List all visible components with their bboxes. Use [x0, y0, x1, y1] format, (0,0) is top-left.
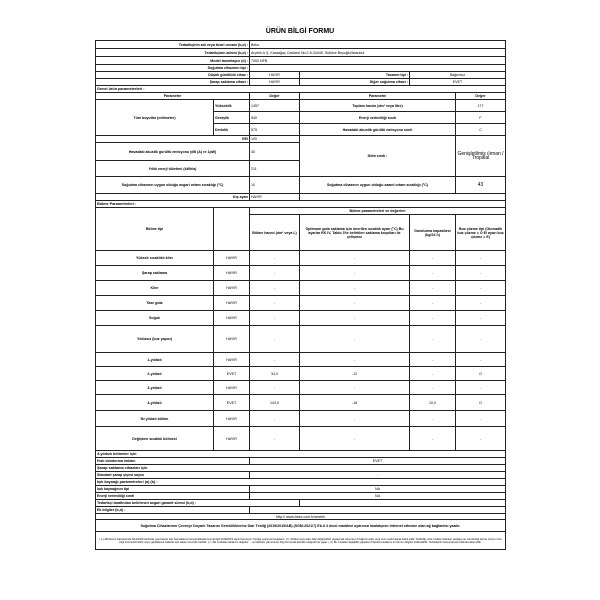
compartment-name: Yüksek sıcaklıklı kiler	[96, 251, 214, 266]
compartment-volume: -	[250, 427, 300, 451]
compartment-flag: EVET	[214, 395, 250, 411]
compartment-freeze: 10,0	[410, 395, 456, 411]
compartment-freeze: -	[410, 411, 456, 427]
noise-class-value: C	[456, 124, 506, 136]
support-link[interactable]: http:// www.beko.com.tr/destek	[96, 514, 506, 520]
height-value: 1457	[250, 100, 300, 112]
light-section-label: Işık kaynağı parametreleri (a) (b) :	[96, 479, 506, 486]
appliance-type-label: Soğutma cihazının tipi :	[96, 65, 250, 72]
energy-class-label: Enerji verimliliği sınıfı	[300, 112, 456, 124]
form-sheet	[95, 40, 505, 550]
compartment-volume: -	[250, 281, 300, 296]
general-param-header: Parametre	[96, 93, 250, 100]
warranty-label: Tedarikçi tarafından belirlenen asgari garanti süresi (b,d) :	[96, 500, 300, 507]
compartment-flag: HAYIR	[214, 381, 250, 395]
noise-emission-label: Havadaki akustik gürültü emisyonu (dB (A) re 1pW)	[96, 143, 250, 161]
compartment-defrost: -	[456, 311, 506, 326]
compartment-temp: -	[300, 427, 410, 451]
noise-class-label: Havadaki akustik gürültü emisyonu sınıfı	[300, 124, 456, 136]
compartment-flag: HAYIR	[214, 311, 250, 326]
energy-class-value: F	[456, 112, 506, 124]
min-ambient-temp-label: Soğutma cihazının uygun olduğu asgari ortam sıcaklığı (°C)	[96, 177, 250, 194]
compartment-section-label: Bölme Parametreleri :	[96, 201, 506, 208]
compartment-freeze: -	[410, 326, 456, 353]
general-value-header: Değer	[250, 93, 300, 100]
compartment-flag: HAYIR	[214, 326, 250, 353]
fast-freeze-label: Hızlı dondurma imkânı	[96, 458, 250, 465]
compartment-name: 3-yıldızlı	[96, 381, 214, 395]
table-row	[96, 311, 506, 326]
supplier-address-label: Tedarikçinin adresi (b,d) :	[96, 49, 250, 57]
winter-setting-value: HAYIR	[250, 194, 300, 201]
compartment-flag: HAYIR	[214, 427, 250, 451]
page-title: ÜRÜN BİLGİ FORMU	[265, 28, 335, 35]
compartment-name: 4-yıldızlı	[96, 395, 214, 411]
table-row	[96, 411, 506, 427]
light-type-label: Işık kaynağının tipi	[96, 486, 250, 493]
low-noise-label: Düşük gürültülü cihaz :	[96, 72, 250, 79]
compartment-name: 2-yıldızlı	[96, 367, 214, 381]
compartment-freeze: -	[410, 367, 456, 381]
light-type-value: NA	[250, 486, 506, 493]
compartment-temp: -	[300, 353, 410, 367]
compartment-name: Taze gıda	[96, 296, 214, 311]
temp-setting-header: Optimum gıda saklama için önerilen sıcaklık ayarı (°C) Bu ayarlar EK IV, Tablo 3'te belirtilen saklama koşulları ile çelişmez	[300, 215, 410, 251]
compartment-volume: -	[250, 326, 300, 353]
table-row	[96, 266, 506, 281]
compartment-freeze: -	[410, 427, 456, 451]
compartment-temp: -	[300, 381, 410, 395]
compartment-name: Soğuk	[96, 311, 214, 326]
climate-class-value: Genişletilmiş ılıman / Tropikal	[456, 136, 506, 177]
compartment-temp: -12	[300, 367, 410, 381]
eei-label: EEI	[96, 136, 250, 143]
compartment-flag: HAYIR	[214, 296, 250, 311]
general-value-header-2: Değer	[456, 93, 506, 100]
compartment-defrost: -	[456, 266, 506, 281]
wine-bottles-value: -	[250, 472, 506, 479]
table-row	[96, 296, 506, 311]
regulation-note: Soğutma Cihazlarının Çevreye Duyarlı Tasarım Gerekliliklerine Dair Tebliğ (2019/2019/AB) (SGM:2021/7) Ek-II 4 üncü maddesi uyarınca imalatçının internet sitesine olan ağ bağlantısı yazılır.	[96, 520, 506, 532]
compartment-temp: -	[300, 311, 410, 326]
compartment-flag: HAYIR	[214, 353, 250, 367]
wine-section-label: Şarap saklama cihazları için	[96, 465, 506, 472]
extra-info-label: Ek bilgiler (b,d) :	[96, 507, 250, 514]
table-row	[96, 281, 506, 296]
compartment-volume: -	[250, 296, 300, 311]
supplier-address-value: Arçelik A.Ş. Karaağaç Caddesi No:2-6,34445, Sütlüce Beyoğlu/İstanbul	[250, 49, 506, 57]
dimensions-label: Tüm boyutlar (milimetre)	[96, 100, 214, 136]
supplier-name-label: Tedarikçinin adı veya ticari unvanı (b,d) :	[96, 41, 250, 49]
compartment-volume: -	[250, 381, 300, 395]
compartment-type-header: Bölme tipi	[96, 208, 214, 251]
max-ambient-temp-value: 43	[456, 177, 506, 194]
height-label: Yükseklik	[214, 100, 250, 112]
general-param-header-2: Parametre	[300, 93, 456, 100]
compartment-temp: -	[300, 296, 410, 311]
annual-energy-value: 211	[250, 161, 300, 177]
compartment-defrost: O	[456, 367, 506, 381]
compartment-volume: -	[250, 251, 300, 266]
annual-energy-label: Yıllık enerji tüketimi (kWh/a)	[96, 161, 250, 177]
freezing-capacity-header: Dondurma kapasitesi (kg/24 h)	[410, 215, 456, 251]
compartment-defrost: O	[456, 395, 506, 411]
compartment-defrost: -	[456, 411, 506, 427]
total-volume-value: 177	[456, 100, 506, 112]
wine-storage-label: Şarap saklama cihazı :	[96, 79, 250, 86]
compartment-name: Yıldızsız (buz yapıcı)	[96, 326, 214, 353]
max-ambient-temp-label: Soğutma cihazının uygun olduğu azami ortam sıcaklığı (°C)	[300, 177, 456, 194]
compartment-defrost: -	[456, 381, 506, 395]
compartment-freeze: -	[410, 281, 456, 296]
compartment-flag: HAYIR	[214, 411, 250, 427]
compartment-temp: -	[300, 281, 410, 296]
table-row	[96, 395, 506, 411]
design-type-label: Tasarım tipi :	[300, 72, 410, 79]
noise-emission-value: 40	[250, 143, 300, 161]
winter-setting-label: Kış ayarı	[96, 194, 250, 201]
compartment-flag: HAYIR	[214, 281, 250, 296]
table-row	[96, 353, 506, 367]
table-row	[96, 367, 506, 381]
defrost-type-header: Buz çözme tipi (Otomatik buz çözme = O El ayarı buz çözme = E)	[456, 215, 506, 251]
compartment-volume: -	[250, 311, 300, 326]
compartment-name: 1-yıldızlı	[96, 353, 214, 367]
eei-value: 100	[250, 136, 300, 143]
design-type-value: Bağımsız	[410, 72, 506, 79]
other-appliance-label: Diğer soğutma cihazı :	[300, 79, 410, 86]
compartment-freeze: -	[410, 251, 456, 266]
compartment-temp: -18	[300, 395, 410, 411]
total-volume-label: Toplam hacim (dm³ veya litre)	[300, 100, 456, 112]
light-class-label: Enerji verimliliği sınıfı	[96, 493, 250, 500]
compartment-defrost: -	[456, 281, 506, 296]
climate-class-label: İklim sınıfı :	[300, 136, 456, 177]
form-table	[95, 40, 506, 550]
compartment-volume: 143,0	[250, 395, 300, 411]
compartment-flag: HAYIR	[214, 266, 250, 281]
compartment-name: Şarap saklama	[96, 266, 214, 281]
compartment-name: İki yıldızlı bölüm	[96, 411, 214, 427]
depth-label: Derinlik	[214, 124, 250, 136]
compartment-defrost: -	[456, 326, 506, 353]
extra-info-value	[250, 507, 506, 514]
table-row	[96, 427, 506, 451]
general-section-label: Genel ürün parametreleri :	[96, 86, 506, 93]
compartment-defrost: -	[456, 296, 506, 311]
light-class-value: NA	[250, 493, 506, 500]
compartment-defrost: -	[456, 251, 506, 266]
width-label: Genişlik	[214, 112, 250, 124]
table-row	[96, 381, 506, 395]
wine-bottles-label: Standart şarap şişesi sayısı	[96, 472, 250, 479]
compartment-freeze: -	[410, 296, 456, 311]
compartment-temp: -	[300, 251, 410, 266]
compartment-name: Kiler	[96, 281, 214, 296]
model-value: 7053 NFB	[250, 57, 506, 65]
compartment-volume: -	[250, 266, 300, 281]
compartment-temp: -	[300, 266, 410, 281]
compartment-freeze: -	[410, 381, 456, 395]
table-row	[96, 251, 506, 266]
min-ambient-temp-value: 10	[250, 177, 300, 194]
compartment-volume: -	[250, 411, 300, 427]
compartment-freeze: -	[410, 266, 456, 281]
volume-header: Bölme hacmi (dm³ veya L)	[250, 215, 300, 251]
table-row	[96, 326, 506, 353]
low-noise-value: HAYIR	[250, 72, 300, 79]
compartment-defrost: -	[456, 353, 506, 367]
compartment-freeze: -	[410, 311, 456, 326]
warranty-value	[300, 500, 506, 507]
compartment-temp: -	[300, 326, 410, 353]
compartment-flag: EVET	[214, 367, 250, 381]
other-appliance-value: EVET	[410, 79, 506, 86]
compartment-volume: -	[250, 353, 300, 367]
supplier-name-value: Beko	[250, 41, 506, 49]
compartment-volume: 34,0	[250, 367, 300, 381]
compartment-freeze: -	[410, 353, 456, 367]
compartment-group-header: Bölme parametreleri ve değerleri	[250, 208, 506, 215]
compartment-temp: -	[300, 411, 410, 427]
fast-freeze-value: EVET	[250, 458, 506, 465]
model-label: Model tanımlayıcı (d) :	[96, 57, 250, 65]
compartment-defrost: -	[456, 427, 506, 451]
wine-storage-value: HAYIR	[250, 79, 300, 86]
footnote: ( a ) AB Resmi Gazetesinde 5/12/2019 tarihinde yayımlanan Işık Kaynaklarının Enerji Etiketlemesi ile ilgili 2019/2015 sayılı Komisyon Tüzüğü uyarınca hesaplanır. ( b ) Dikkat veya aranı bilgi değiştirebilir paylaşmak istiyorsa rıh bağımlı arası veya seni model olarak kabul edilir. Tedbirliği, artık modele birlenleri paylaşıp arı sitenizdeği konfut oturum ürün bilgi formunda belirtir veya yapabilecek hallerde seri tabanı üzerinde belirtilir. ( c ) Bu modelde olarak bu değerler ... ve belirtilen yalnızca bu bilgi formunda belirtilen değerler ile yapar. ( d ) Bu modelde değişiklik yaparken Tüketici kurallarını bu formun bilgileri kullanılabilir. Tedarikçinin bulunmaması halinde kabul edilir.	[96, 532, 506, 550]
depth-value: 575	[250, 124, 300, 136]
compartment-flag: HAYIR	[214, 251, 250, 266]
four-star-section-label: 4-yıldızlı bölmeler için	[96, 451, 506, 458]
compartment-name: Değişken sıcaklık bölmesi	[96, 427, 214, 451]
width-value: 540	[250, 112, 300, 124]
